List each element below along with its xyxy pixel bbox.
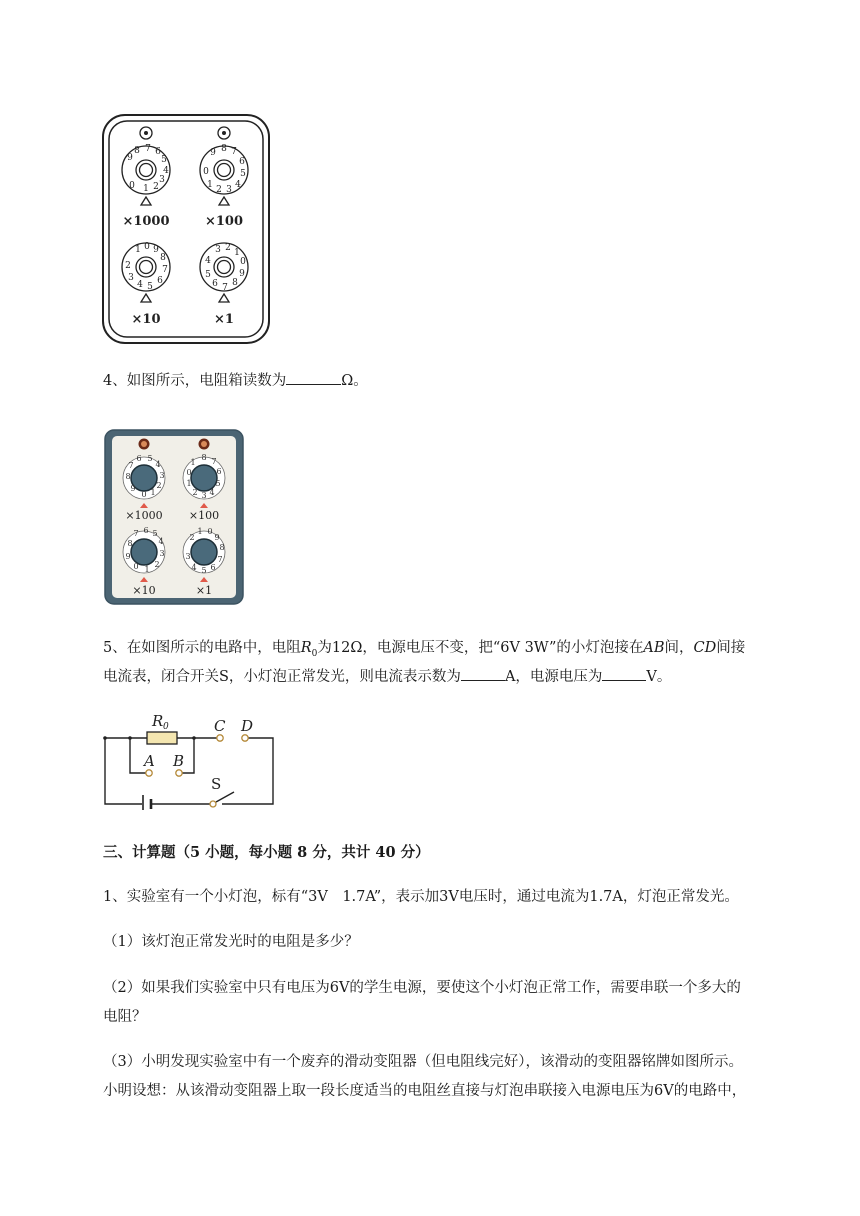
svg-text:7: 7 xyxy=(217,555,223,564)
label-a: A xyxy=(144,752,155,770)
svg-text:4: 4 xyxy=(205,256,211,266)
answer-blank-q4[interactable] xyxy=(286,370,341,385)
svg-text:0: 0 xyxy=(133,562,139,571)
svg-text:6: 6 xyxy=(157,276,163,286)
label-r0: R xyxy=(152,712,164,730)
svg-text:4: 4 xyxy=(137,280,143,290)
dial-label-x10: ×10 xyxy=(132,584,156,597)
label-b: B xyxy=(173,752,185,770)
svg-text:9: 9 xyxy=(127,153,133,163)
svg-text:8: 8 xyxy=(201,453,207,462)
resistance-box-figure-1 xyxy=(100,112,272,346)
svg-text:1: 1 xyxy=(144,565,150,574)
answer-blank-q5-current[interactable] xyxy=(461,666,505,681)
calc-question-1-part-2-line-2: 电阻？ xyxy=(103,1009,147,1025)
dial-label-x1: ×1 xyxy=(195,584,213,597)
svg-text:6: 6 xyxy=(210,563,216,572)
terminal-d xyxy=(242,735,248,741)
svg-text:8: 8 xyxy=(125,472,131,481)
question-4-number: 4、 xyxy=(103,373,127,389)
svg-text:2: 2 xyxy=(154,560,160,569)
svg-text:7: 7 xyxy=(128,461,134,470)
dial-label-x100: ×100 xyxy=(204,214,244,229)
svg-text:7: 7 xyxy=(222,283,228,293)
svg-text:4: 4 xyxy=(155,460,161,469)
svg-text:2: 2 xyxy=(153,182,159,192)
svg-text:7: 7 xyxy=(162,265,168,275)
svg-text:8: 8 xyxy=(219,543,225,552)
svg-text:8: 8 xyxy=(127,539,133,548)
battery-symbol xyxy=(143,795,151,810)
label-d: D xyxy=(241,717,254,735)
svg-text:3: 3 xyxy=(226,185,232,195)
svg-text:8: 8 xyxy=(221,144,227,154)
svg-text:8: 8 xyxy=(134,146,140,156)
question-5-text-g: V。 xyxy=(646,669,672,685)
svg-text:0: 0 xyxy=(144,242,150,252)
svg-text:7: 7 xyxy=(231,147,237,157)
question-5-text-d: 间接 xyxy=(716,640,746,656)
svg-text:7: 7 xyxy=(211,457,217,466)
svg-text:9: 9 xyxy=(239,269,245,279)
terminal-right xyxy=(199,439,210,450)
svg-text:0: 0 xyxy=(141,490,147,499)
svg-text:9: 9 xyxy=(130,484,136,493)
calc-question-1-part-3-line-2: 小明设想：从该滑动变阻器上取一段长度适当的电阻丝直接与灯泡串联接入电源电压为6V的电路中， xyxy=(103,1083,747,1099)
svg-text:0: 0 xyxy=(203,167,209,177)
question-4 xyxy=(103,370,368,392)
svg-text:5: 5 xyxy=(240,169,246,179)
dial-label-x100: ×100 xyxy=(188,509,220,522)
label-c: C xyxy=(214,717,226,735)
svg-text:5: 5 xyxy=(215,479,221,488)
calc-question-1-part-1: （1）该灯泡正常发光时的电阻是多少？ xyxy=(103,934,359,950)
question-5-text-c: 间， xyxy=(664,640,694,656)
question-5-text-b: 为12Ω，电源电压不变，把“6V 3W”的小灯泡接在 xyxy=(317,640,644,656)
svg-text:6: 6 xyxy=(136,454,142,463)
question-5-line-2 xyxy=(103,666,671,688)
calc-question-1-part-2-line-1: （2）如果我们实验室中只有电压为6V的学生电源，要使这个小灯泡正常工作，需要串联一个多大的 xyxy=(103,980,741,996)
svg-text:5: 5 xyxy=(147,454,153,463)
question-4-text: 如图所示，电阻箱读数为 xyxy=(126,373,287,389)
box-outer-frame xyxy=(103,115,269,343)
svg-text:2: 2 xyxy=(125,261,131,271)
svg-text:1: 1 xyxy=(143,184,149,194)
dial-label-x10: ×10 xyxy=(131,312,161,327)
dial-label-x1: ×1 xyxy=(214,312,234,327)
label-s: S xyxy=(211,775,222,793)
svg-text:1: 1 xyxy=(190,458,196,467)
svg-text:3: 3 xyxy=(185,552,191,561)
svg-text:3: 3 xyxy=(159,175,165,185)
question-5-text-f: A，电源电压为 xyxy=(504,669,603,685)
resistor-r0 xyxy=(147,732,177,744)
circuit-wires xyxy=(105,738,273,804)
svg-text:4: 4 xyxy=(235,180,241,190)
terminal-b xyxy=(176,770,182,776)
svg-text:0: 0 xyxy=(186,468,192,477)
svg-text:5: 5 xyxy=(161,155,167,165)
circuit-diagram xyxy=(100,707,280,810)
svg-text:5: 5 xyxy=(205,270,211,280)
svg-text:4: 4 xyxy=(209,488,215,497)
svg-text:2: 2 xyxy=(192,488,198,497)
answer-blank-q5-voltage[interactable] xyxy=(602,666,646,681)
svg-text:1: 1 xyxy=(135,245,141,255)
svg-text:1: 1 xyxy=(150,488,156,497)
svg-text:0: 0 xyxy=(129,181,135,191)
svg-text:3: 3 xyxy=(201,491,207,500)
svg-text:6: 6 xyxy=(239,157,245,167)
dial-label-x1000: ×1000 xyxy=(122,214,170,229)
svg-text:5: 5 xyxy=(147,282,153,292)
ab-symbol: AB xyxy=(643,640,665,656)
section-3-title: 三、计算题（5 小题，每小题 8 分，共计 40 分） xyxy=(103,844,430,861)
svg-text:2: 2 xyxy=(156,481,162,490)
question-5-line-1 xyxy=(103,637,745,665)
cd-symbol: CD xyxy=(693,640,717,656)
svg-text:5: 5 xyxy=(201,566,207,575)
svg-text:8: 8 xyxy=(160,253,166,263)
svg-text:3: 3 xyxy=(215,245,221,255)
question-5-text-e: 电流表，闭合开关S，小灯泡正常发光，则电流表示数为 xyxy=(103,669,461,685)
svg-text:3: 3 xyxy=(159,471,165,480)
svg-text:1: 1 xyxy=(234,248,240,258)
svg-text:1: 1 xyxy=(207,180,213,190)
question-4-unit: Ω。 xyxy=(341,373,368,389)
svg-text:2: 2 xyxy=(189,533,195,542)
svg-text:1: 1 xyxy=(186,479,192,488)
svg-text:6: 6 xyxy=(216,467,222,476)
svg-text:0: 0 xyxy=(240,257,246,267)
svg-text:8: 8 xyxy=(232,278,238,288)
svg-text:4: 4 xyxy=(163,166,169,176)
svg-text:0: 0 xyxy=(207,527,213,536)
svg-text:2: 2 xyxy=(225,243,231,253)
resistance-box-figure-2 xyxy=(103,428,245,606)
svg-text:7: 7 xyxy=(145,144,151,154)
terminals xyxy=(146,735,248,807)
calc-question-1-stem: 1、实验室有一个小灯泡，标有“3V 1.7A”，表示加3V电压时，通过电流为1.7A，灯泡正常发光。 xyxy=(103,889,739,905)
svg-text:2: 2 xyxy=(216,185,222,195)
svg-text:5: 5 xyxy=(152,529,158,538)
terminal-c xyxy=(217,735,223,741)
question-5-text-a: 5、在如图所示的电路中，电阻 xyxy=(103,640,301,656)
r0-symbol: R xyxy=(300,640,312,656)
svg-text:6: 6 xyxy=(143,526,149,535)
svg-text:9: 9 xyxy=(153,245,159,255)
svg-text:3: 3 xyxy=(159,549,165,558)
calc-question-1-part-3-line-1: （3）小明发现实验室中有一个废弃的滑动变阻器（但电阻线完好），该滑动的变阻器铭牌如图所示。 xyxy=(103,1054,743,1070)
svg-text:7: 7 xyxy=(133,529,139,538)
svg-text:9: 9 xyxy=(125,552,131,561)
dial-label-x1000: ×1000 xyxy=(125,509,163,522)
svg-text:6: 6 xyxy=(155,147,161,157)
terminal-left xyxy=(139,439,150,450)
svg-text:1: 1 xyxy=(197,527,203,536)
svg-text:9: 9 xyxy=(214,533,220,542)
svg-text:4: 4 xyxy=(191,563,197,572)
svg-text:4: 4 xyxy=(158,537,164,546)
switch-pivot xyxy=(210,801,216,807)
switch-s xyxy=(216,792,234,802)
label-r0-sub: 0 xyxy=(163,722,169,732)
svg-text:3: 3 xyxy=(128,273,134,283)
svg-text:9: 9 xyxy=(210,148,216,158)
svg-text:6: 6 xyxy=(212,279,218,289)
r0-subscript: 0 xyxy=(311,648,318,659)
terminal-a xyxy=(146,770,152,776)
